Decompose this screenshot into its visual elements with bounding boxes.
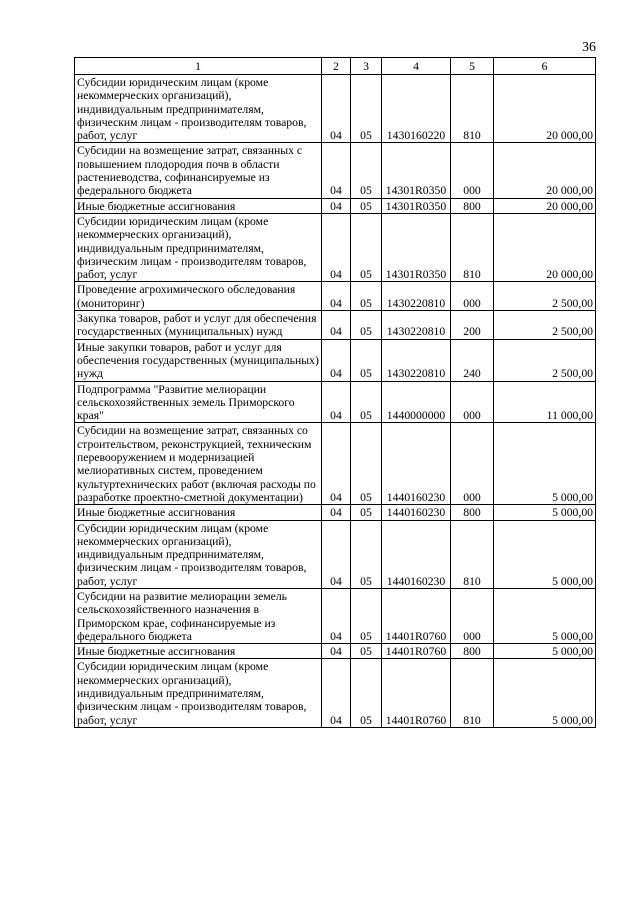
row-name-cell: Закупка товаров, работ и услуг для обеспечения государственных (муниципальных) нужд (75, 311, 322, 340)
amount-cell: 5 000,00 (494, 588, 596, 643)
page-number: 36 (582, 40, 596, 55)
subsection-code-cell: 05 (351, 75, 382, 143)
section-code-cell: 04 (322, 588, 351, 643)
subsection-code-cell: 05 (351, 213, 382, 281)
row-name-cell: Субсидии на возмещение затрат, связанных со строительством, реконструкцией, техническим перевооружением и модернизацией мелиоративных систем, проведением культуртехнических работ (включая расходы по разработке проектно-сметной документации) (75, 423, 322, 505)
subsection-code-cell: 05 (351, 520, 382, 588)
table-row (75, 588, 596, 643)
row-name-cell: Иные бюджетные ассигнования (75, 198, 322, 213)
expense-type-cell: 800 (451, 644, 494, 659)
expense-type-cell: 800 (451, 198, 494, 213)
expense-type-cell: 810 (451, 75, 494, 143)
table-row (75, 505, 596, 520)
expense-type-cell: 000 (451, 588, 494, 643)
section-code-cell: 04 (322, 505, 351, 520)
section-code-cell: 04 (322, 381, 351, 423)
table-row (75, 282, 596, 311)
row-name-cell: Иные бюджетные ассигнования (75, 644, 322, 659)
target-article-cell: 1440160230 (382, 423, 451, 505)
table-row (75, 381, 596, 423)
section-code-cell: 04 (322, 213, 351, 281)
section-code-cell: 04 (322, 520, 351, 588)
amount-cell: 2 500,00 (494, 282, 596, 311)
expense-type-cell: 000 (451, 143, 494, 198)
column-header-4: 4 (382, 58, 451, 75)
table-row (75, 213, 596, 281)
amount-cell: 20 000,00 (494, 213, 596, 281)
subsection-code-cell: 05 (351, 311, 382, 340)
subsection-code-cell: 05 (351, 644, 382, 659)
header-row (75, 58, 596, 75)
column-header-2: 2 (322, 58, 351, 75)
amount-cell: 5 000,00 (494, 644, 596, 659)
section-code-cell: 04 (322, 644, 351, 659)
expense-type-cell: 200 (451, 311, 494, 340)
subsection-code-cell: 05 (351, 588, 382, 643)
row-name-cell: Субсидии на развитие мелиорации земель сельскохозяйственного назначения в Приморском крае, софинансируемые из федерального бюджета (75, 588, 322, 643)
target-article-cell: 14301R0350 (382, 143, 451, 198)
expense-type-cell: 240 (451, 339, 494, 381)
expense-type-cell: 810 (451, 213, 494, 281)
expense-type-cell: 000 (451, 282, 494, 311)
target-article-cell: 14401R0760 (382, 644, 451, 659)
section-code-cell: 04 (322, 143, 351, 198)
subsection-code-cell: 05 (351, 505, 382, 520)
target-article-cell: 14401R0760 (382, 659, 451, 727)
table-row (75, 659, 596, 727)
subsection-code-cell: 05 (351, 198, 382, 213)
target-article-cell: 1430220810 (382, 311, 451, 340)
table-row (75, 423, 596, 505)
section-code-cell: 04 (322, 198, 351, 213)
target-article-cell: 14301R0350 (382, 198, 451, 213)
column-header-1: 1 (75, 58, 322, 75)
amount-cell: 20 000,00 (494, 143, 596, 198)
target-article-cell: 1440160230 (382, 520, 451, 588)
row-name-cell: Субсидии юридическим лицам (кроме некоммерческих организаций), индивидуальным предпринимателям, физическим лицам - производителям товаров, работ, услуг (75, 75, 322, 143)
expense-type-cell: 000 (451, 381, 494, 423)
column-header-6: 6 (494, 58, 596, 75)
table-row (75, 75, 596, 143)
table-row (75, 644, 596, 659)
section-code-cell: 04 (322, 423, 351, 505)
subsection-code-cell: 05 (351, 282, 382, 311)
table-row (75, 520, 596, 588)
target-article-cell: 14401R0760 (382, 588, 451, 643)
section-code-cell: 04 (322, 282, 351, 311)
target-article-cell: 1440160230 (382, 505, 451, 520)
amount-cell: 5 000,00 (494, 659, 596, 727)
target-article-cell: 1440000000 (382, 381, 451, 423)
target-article-cell: 1430220810 (382, 339, 451, 381)
row-name-cell: Иные бюджетные ассигнования (75, 505, 322, 520)
amount-cell: 20 000,00 (494, 198, 596, 213)
column-header-3: 3 (351, 58, 382, 75)
amount-cell: 2 500,00 (494, 339, 596, 381)
row-name-cell: Субсидии юридическим лицам (кроме некоммерческих организаций), индивидуальным предпринимателям, физическим лицам - производителям товаров, работ, услуг (75, 213, 322, 281)
amount-cell: 2 500,00 (494, 311, 596, 340)
column-header-5: 5 (451, 58, 494, 75)
amount-cell: 20 000,00 (494, 75, 596, 143)
row-name-cell: Подпрограмма "Развитие мелиорации сельскохозяйственных земель Приморского края" (75, 381, 322, 423)
section-code-cell: 04 (322, 311, 351, 340)
amount-cell: 5 000,00 (494, 423, 596, 505)
budget-table (74, 57, 596, 728)
expense-type-cell: 810 (451, 659, 494, 727)
expense-type-cell: 000 (451, 423, 494, 505)
section-code-cell: 04 (322, 339, 351, 381)
expense-type-cell: 810 (451, 520, 494, 588)
subsection-code-cell: 05 (351, 381, 382, 423)
row-name-cell: Иные закупки товаров, работ и услуг для обеспечения государственных (муниципальных) нужд (75, 339, 322, 381)
table-row (75, 339, 596, 381)
section-code-cell: 04 (322, 75, 351, 143)
row-name-cell: Субсидии юридическим лицам (кроме некоммерческих организаций), индивидуальным предпринимателям, физическим лицам - производителям товаров, работ, услуг (75, 659, 322, 727)
table-row (75, 311, 596, 340)
table-body (75, 75, 596, 728)
target-article-cell: 1430160220 (382, 75, 451, 143)
subsection-code-cell: 05 (351, 423, 382, 505)
section-code-cell: 04 (322, 659, 351, 727)
expense-type-cell: 800 (451, 505, 494, 520)
target-article-cell: 14301R0350 (382, 213, 451, 281)
table-row (75, 143, 596, 198)
row-name-cell: Субсидии юридическим лицам (кроме некоммерческих организаций), индивидуальным предпринимателям, физическим лицам - производителям товаров, работ, услуг (75, 520, 322, 588)
target-article-cell: 1430220810 (382, 282, 451, 311)
table-row (75, 198, 596, 213)
subsection-code-cell: 05 (351, 659, 382, 727)
subsection-code-cell: 05 (351, 339, 382, 381)
amount-cell: 11 000,00 (494, 381, 596, 423)
amount-cell: 5 000,00 (494, 520, 596, 588)
row-name-cell: Проведение агрохимического обследования (мониторинг) (75, 282, 322, 311)
subsection-code-cell: 05 (351, 143, 382, 198)
row-name-cell: Субсидии на возмещение затрат, связанных с повышением плодородия почв в области растениеводства, софинансируемые из федерального бюджета (75, 143, 322, 198)
amount-cell: 5 000,00 (494, 505, 596, 520)
